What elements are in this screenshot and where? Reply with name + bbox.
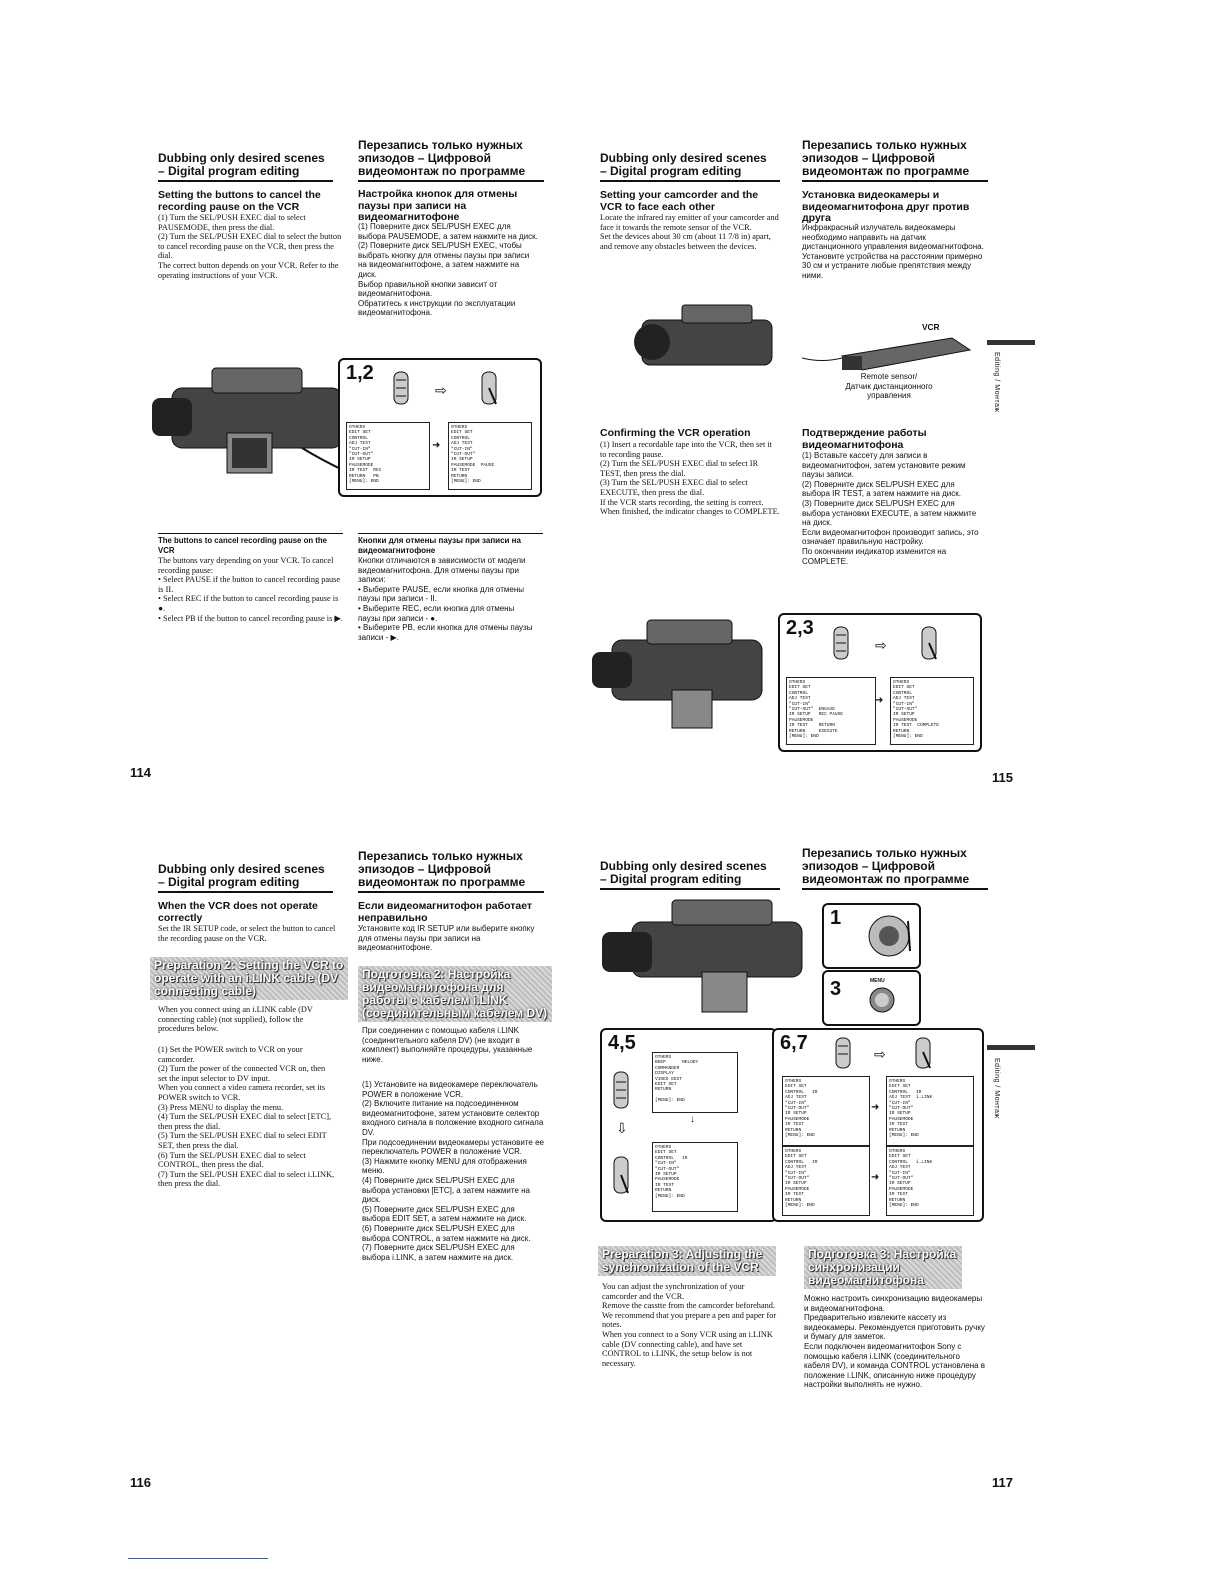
ru-intro: При соединении с помощью кабеля i.LINK (соединительного кабеля DV) (не входит в комплект) выполняйте процедуры, указанные ниже. [362,1026,533,1064]
page-number: 116 [130,1475,151,1490]
arrow-icon: ➜ [871,1172,880,1183]
step-number: 3 [830,978,842,1000]
menu-screen-c: OTHERS EDIT SET CONTROL IR ADJ TEST "CUT-IN" "CUT-OUT" IR SETUP PAUSEMODE IR TEST RETURN [MENU]: END [782,1076,870,1146]
page-number: 117 [992,1475,1013,1490]
menu-screen-b: OTHERS EDIT SET CONTROL IR "CUT-IN" "CUT-OUT" IR SETUP PAUSEMODE IR TEST RETURN [MENU]: END [652,1142,738,1212]
ru-header: Перезапись только нужных эпизодов – Цифровой видеомонтаж по программе [358,139,544,182]
ru-note-title: Кнопки для отмены паузы при записи на видеомагнитофоне [358,536,521,555]
page-number: 115 [992,770,1013,785]
dial-icon [612,1070,630,1110]
arrow-right-icon: ⇨ [874,1046,886,1062]
step-number: 1 [830,907,842,929]
en-note: The buttons vary depending on your VCR. To cancel recording pause: • Select PAUSE if the button to cancel recording pause is II. • Select REC if the button to cancel recording pause is ●. • Select PB if the button to cancel recording pause is ▶. [158,556,343,623]
page-number: 114 [130,765,151,780]
arrow-icon: ➜ [871,1102,880,1113]
step-number: 4,5 [608,1032,636,1054]
figure-step-1 [822,903,921,969]
side-label: Editing / Монтаж [993,1058,1000,1119]
en-header: Dubbing only desired scenes – Digital program editing [600,152,780,182]
en-header: Dubbing only desired scenes – Digital program editing [158,863,333,893]
ru-text: Установите код IR SETUP или выберите кнопку для отмены паузы при записи на видеомагнитофоне. [358,924,535,953]
en-banner: Preparation 3: Adjusting the synchronization of the VCR [598,1246,776,1276]
power-switch-icon [864,911,914,961]
page-115 [600,0,1212,785]
en-steps-2: (1) Insert a recordable tape into the VCR, then set it to recording pause. (2) Turn the SEL/PUSH EXEC dial to select IR TEST, then press the dial. (3) Turn the SEL/PUSH EXEC dial to select EXECUTE, then press the dial. If the VCR starts recording, the setting is correct. When finished, the indicator changes to COMPLETE. [600,440,780,517]
step-number: 2,3 [786,617,814,639]
menu-button-label: MENU [870,978,885,984]
arrow-down-icon: ⇩ [616,1120,628,1136]
en-subheading: Setting the buttons to cancel the recording pause on the VCR [158,189,321,213]
figure-steps-6-7 [772,1028,984,1222]
press-dial-icon [480,370,498,406]
en-header: Dubbing only desired scenes – Digital program editing [600,860,780,890]
ru-subheading: Установка видеокамеры и видеомагнитофона друг против друга [802,189,970,224]
menu-screen-left: OTHERS EDIT SET CONTROL ADJ TEST "CUT-IN" "CUT-OUT" ENGAGE IR SETUP REC PAUSE PAUSEMODE IR TEST RETURN RETURN EXECUTE [MENU]: END [786,677,876,745]
ru-subheading-2: Подтверждение работы видеомагнитофона [802,427,927,451]
remote-sensor-label: Remote sensor/ Датчик дистанционного управления [845,372,933,401]
ru-subheading: Если видеомагнитофон работает неправильно [358,900,533,924]
camcorder-illustration-2 [592,610,792,750]
figure-step-3 [822,970,921,1026]
menu-screen-f: OTHERS EDIT SET CONTROL i.LINK ADJ TEST "CUT-IN" "CUT-OUT" IR SETUP PAUSEMODE IR TEST RETURN [MENU]: END [886,1146,974,1216]
ru-steps: (1) Поверните диск SEL/PUSH EXEC для выбора PAUSEMODE, а затем нажмите на диск. (2) Поверните диск SEL/PUSH EXEC, чтобы выбрать кнопку для отмены паузы при записи на видеомагнитофоне, а затем нажмите на диск. Выбор правильной кнопки зависит от видеомагнитофона. Обратитесь к инструкции по эксплуатации видеомагнитофона. [358,222,538,318]
figure-steps-4-5 [600,1028,777,1222]
ru-header: Перезапись только нужных эпизодов – Цифровой видеомонтаж по программе [802,139,988,182]
ru-header: Перезапись только нужных эпизодов – Цифровой видеомонтаж по программе [358,850,544,893]
section-tab [987,1045,1035,1050]
section-tab [987,340,1035,345]
step-number: 6,7 [780,1032,808,1054]
ru-steps: (1) Установите на видеокамере переключатель POWER в положение VCR. (2) Включите питание на подсоединенном видеомагнитофоне, затем установите селектор входного сигнала в положение входного сигнала DV. При подсоединении видеокамеры установите ее переключатель POWER в положение VCR. (3) Нажмите кнопку MENU для отображения меню. (4) Поверните диск SEL/PUSH EXEC для выбора установки [ETC], а затем нажмите на диск. (5) Поверните диск SEL/PUSH EXEC для выбора EDIT SET, а затем нажмите на диск. (6) Поверните диск SEL/PUSH EXEC для выбора CONTROL, а затем нажмите на диск. (7) Поверните диск SEL/PUSH EXEC для выбора i.LINK, а затем нажмите на диск. [362,1080,545,1262]
ru-steps-2: (1) Вставьте кассету для записи в видеомагнитофон, затем установите режим паузы записи. (2) Поверните диск SEL/PUSH EXEC для выбора IR TEST, а затем нажмите на диск. (3) Поверните диск SEL/PUSH EXEC для выбора установки EXECUTE, а затем нажмите на диск. Если видеомагнитофон производит запись, это означает правильную настройку. По окончании индикатор изменится на COMPLETE. [802,451,979,566]
ru-banner: Подготовка 3: Настройка синхронизации видеомагнитофона [804,1246,962,1289]
en-steps: (1) Set the POWER switch to VCR on your camcorder. (2) Turn the power of the connected VCR on, then set the input selector to DV input. When you connect a video camera recorder, set its POWER switch to VCR. (3) Press MENU to display the menu. (4) Turn the SEL/PUSH EXEC dial to select [ETC], then press the dial. (5) Turn the SEL/PUSH EXEC dial to select EDIT SET, then press the dial. (6) Turn the SEL/PUSH EXEC dial to select CONTROL, then press the dial. (7) Turn the SEL/PUSH EXEC dial to select i.LINK, then press the dial. [158,1045,335,1189]
menu-screen-d: OTHERS EDIT SET CONTROL IR ADJ TEST i.LINK "CUT-IN" "CUT-OUT" IR SETUP PAUSEMODE IR TEST RETURN [MENU]: END [886,1076,974,1146]
menu-button-icon [868,986,896,1014]
dial-icon [392,370,410,406]
page-114 [0,0,600,780]
en-header: Dubbing only desired scenes – Digital program editing [158,152,333,182]
ru-subheading: Настройка кнопок для отмены паузы при записи на видеомагнитофоне [358,188,518,223]
dial-icon [832,625,850,661]
figure-steps-2-3 [778,613,982,752]
vcr-label: VCR [922,322,940,332]
ru-banner: Подготовка 2: Настройка видеомагнитофона для работы с кабелем i.LINK (соединительным кабелем DV) [358,966,552,1022]
menu-screen-e: OTHERS EDIT SET CONTROL IR ADJ TEST "CUT-IN" "CUT-OUT" IR SETUP PAUSEMODE IR TEST RETURN [MENU]: END [782,1146,870,1216]
step-number: 1,2 [346,362,374,384]
side-label: Editing / Монтаж [993,352,1000,413]
arrow-icon: ➜ [875,695,884,706]
camcorder-illustration [602,892,822,1022]
arrow-down-icon: ↓ [690,1114,695,1125]
ru-header: Перезапись только нужных эпизодов – Цифровой видеомонтаж по программе [802,847,988,890]
vcr-illustration [802,318,972,378]
en-note-title: The buttons to cancel recording pause on the VCR [158,536,327,555]
menu-screen-right: OTHERS EDIT SET CONTROL ADJ TEST "CUT-IN" "CUT-OUT" IR SETUP PAUSEMODE PAUSE IR TEST RETURN [MENU]: END [448,422,532,490]
menu-screen-left: OTHERS EDIT SET CONTROL ADJ TEST "CUT-IN" "CUT-OUT" IR SETUP PAUSEMODE IR TEST REC RETURN PB [MENU]: END [346,422,430,490]
en-subheading-2: Confirming the VCR operation [600,427,751,439]
press-dial-icon [920,625,938,661]
ru-text: Можно настроить синхронизацию видеокамеры и видеомагнитофона. Предварительно извлеките кассету из видеокамеры. Рекомендуется приготовить ручку и бумагу для заметок. Если подключен видеомагнитофон Sony с помощью кабеля i.LINK (соединительного кабеля DV), и команда CONTROL установлена в положение i.LINK, описанную ниже процедуру настройки выполнять не нужно. [804,1294,986,1390]
en-text: Locate the infrared ray emitter of your camcorder and face it towards the remote sensor of the VCR. Set the devices about 30 cm (about 11 7/8 in) apart, and remove any obstacles between the devices. [600,213,779,251]
divider [158,533,343,534]
divider [358,533,543,534]
ru-note: Кнопки отличаются в зависимости от модели видеомагнитофона. Для отмены паузы при записи: • Выберите PAUSE, если кнопка для отмены паузы при записи - II. • Выберите REC, если кнопка для отмены паузы при записи - ●. • Выберите PB, если кнопка для отмены паузы записи - ▶. [358,556,533,642]
en-text: You can adjust the synchronization of your camcorder and the VCR. Remove the casstte from the camcorder beforehand. We recommend that you prepare a pen and paper for notes. When you connect to a Sony VCR using an i.LINK cable (DV connecting cable), and have set CONTROL to i.LINK, the setup below is not necessary. [602,1282,777,1368]
arrow-icon: ➜ [432,440,441,451]
en-intro: When you connect using an i.LINK cable (DV connecting cable) (not supplied), follow the procedures below. [158,1005,313,1034]
en-steps: (1) Turn the SEL/PUSH EXEC dial to select PAUSEMODE, then press the dial. (2) Turn the SEL/PUSH EXEC dial to select the button to cancel recording pause on the VCR, then press the dial. The correct button depends on your VCR. Refer to the operating instructions of your VCR. [158,213,342,280]
page-117 [600,800,1212,1540]
footer-rule [128,1558,268,1559]
en-subheading: When the VCR does not operate correctly [158,900,318,924]
page-116 [0,800,600,1540]
press-dial-icon [612,1155,630,1195]
camcorder-illustration [622,300,792,390]
ru-text: Инфракрасный излучатель видеокамеры необходимо направить на датчик дистанционного управления видеомагнитофона. Установите устройства на расстоянии примерно 30 см и устраните любые препятствия между ними. [802,223,984,280]
en-text: Set the IR SETUP code, or select the button to cancel the recording pause on the VCR. [158,924,336,943]
en-banner: Preparation 2: Setting the VCR to operate with an i.LINK cable (DV connecting cable) [150,957,348,1000]
figure-steps-1-2 [338,358,542,497]
arrow-right-icon: ⇨ [875,637,887,653]
dial-icon [834,1036,852,1070]
menu-screen-a: OTHERS BEEP MELODY COMMANDER DISPLAY VIDEO EDIT EDIT SET RETURN [MENU]: END [652,1052,738,1113]
menu-screen-right: OTHERS EDIT SET CONTROL ADJ TEST "CUT-IN" "CUT-OUT" IR SETUP PAUSEMODE IR TEST COMPLETE RETURN [MENU]: END [890,677,974,745]
arrow-right-icon: ⇨ [435,382,447,398]
press-dial-icon [914,1036,932,1070]
en-subheading: Setting your camcorder and the VCR to face each other [600,189,759,213]
